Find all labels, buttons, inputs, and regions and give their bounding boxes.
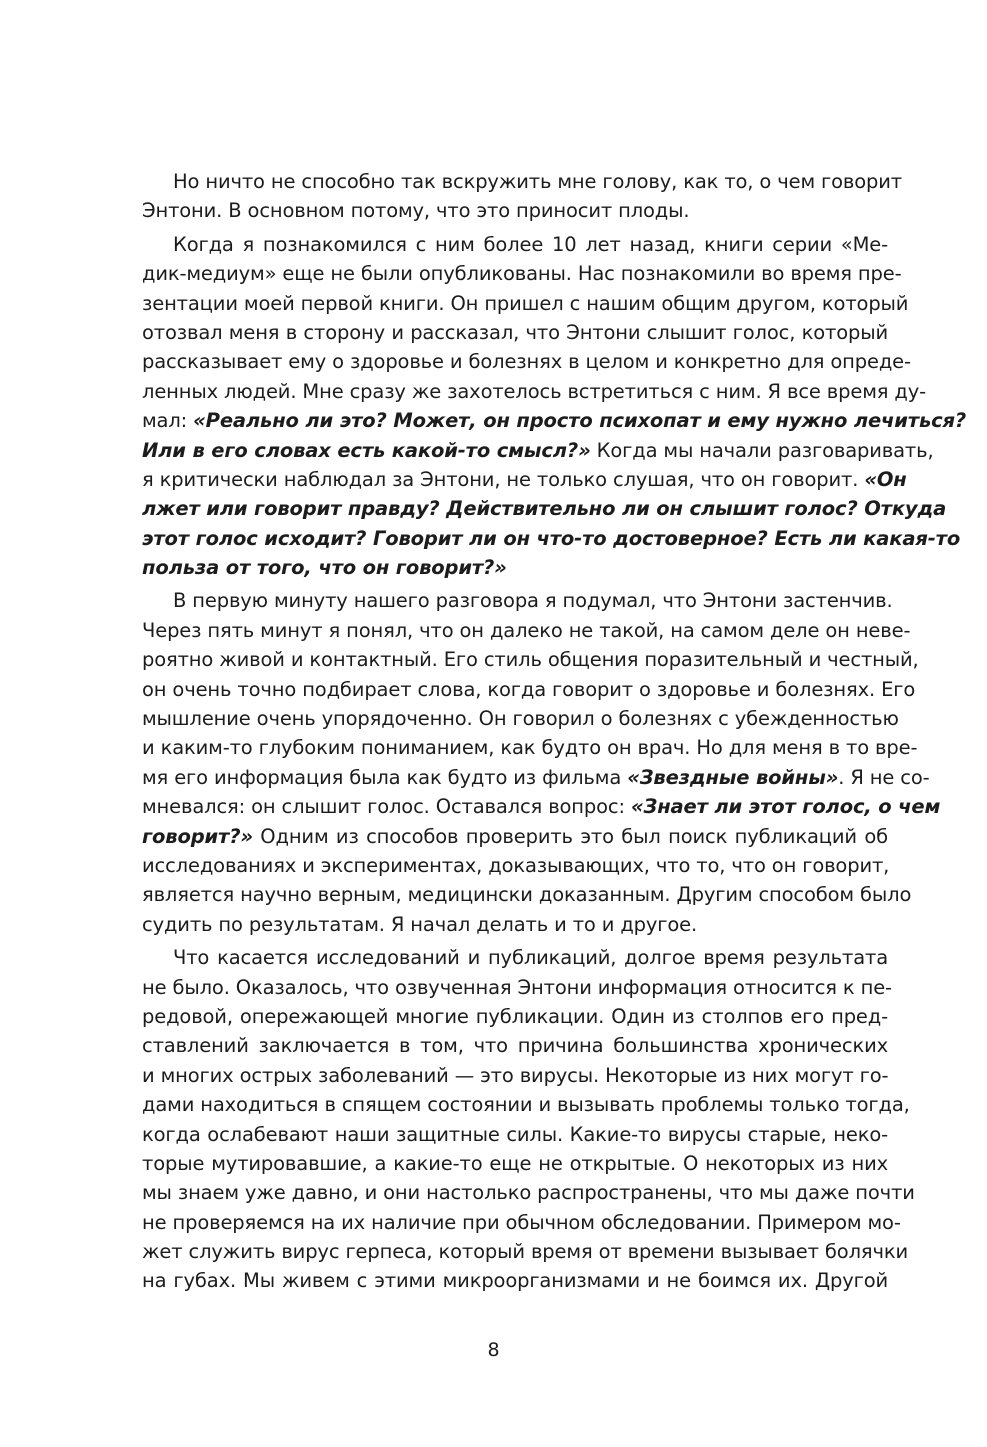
text-run: исследованиях и экспериментах, доказывающих, что то, что он говорит,	[142, 853, 890, 877]
text-line	[142, 524, 961, 553]
emphasis-text: Или в его словах есть какой-то смысл?»	[142, 438, 591, 462]
text-run: . Я не со-	[838, 765, 930, 789]
emphasis-text: лжет или говорит правду? Действительно ли он слышит голос? Откуда	[142, 497, 947, 521]
paragraph	[142, 167, 903, 226]
text-line	[142, 1208, 901, 1237]
text-line	[142, 792, 941, 821]
text-run: рассказывает ему о здоровье и болезнях в целом и конкретно для опреде-	[142, 350, 911, 374]
text-run: Но ничто не способно так вскружить мне голову, как то, о чем говорит	[173, 170, 903, 193]
text-line	[142, 1149, 888, 1178]
text-line	[142, 436, 934, 465]
text-line	[142, 406, 967, 435]
text-line	[142, 851, 888, 880]
text-line	[142, 1266, 888, 1295]
emphasis-text: «Он	[864, 467, 907, 491]
text-line	[142, 289, 909, 318]
paragraph	[142, 586, 941, 939]
emphasis-text: «Знает ли этот голос, о чем	[630, 795, 941, 819]
text-run: Когда мы начали разговаривать,	[590, 438, 934, 462]
text-run: он очень точно подбирает слова, когда говорит о здоровье и болезнях. Его	[142, 677, 916, 701]
text-line	[142, 586, 893, 615]
text-run: не проверяемся на их наличие при обычном обследовании. Примером мо-	[142, 1210, 901, 1234]
emphasis-text: этот голос исходит? Говорит ли он что-то достоверное? Есть ли какая-то	[142, 526, 961, 550]
emphasis-text: «Реально ли это? Может, он просто психопат и ему нужно лечиться?	[193, 409, 967, 433]
text-line	[142, 318, 888, 347]
text-line	[142, 704, 899, 733]
text-line	[142, 645, 919, 674]
text-run: редовой, опережающей многие публикации. Один из столпов его пред-	[142, 1004, 888, 1028]
text-line	[142, 230, 888, 259]
text-run: В первую минуту нашего разговора я подумал, что Энтони застенчив.	[173, 589, 893, 613]
emphasis-text: «Звездные войны»	[627, 765, 839, 789]
text-run: мал:	[142, 409, 194, 433]
text-run: когда ослабевают наши защитные силы. Какие-то вирусы старые, неко-	[142, 1122, 888, 1146]
text-line	[142, 347, 911, 376]
text-line	[142, 465, 907, 494]
page-number: 8	[487, 1339, 500, 1361]
text-line	[142, 553, 888, 582]
text-run: мя его информация была как будто из фильма	[142, 765, 628, 789]
text-run: мы знаем уже давно, и они настолько распространены, что мы даже почти	[142, 1181, 915, 1205]
text-run: Через пять минут я понял, что он далеко не такой, на самом деле он неве-	[142, 618, 911, 642]
text-line	[142, 1031, 888, 1060]
text-run: Энтони. В основном потому, что это приносит плоды.	[142, 199, 690, 223]
text-run: роятно живой и контактный. Его стиль общения поразительный и честный,	[142, 648, 919, 672]
text-run: отозвал меня в сторону и рассказал, что Энтони слышит голос, который	[142, 320, 888, 344]
text-line	[142, 1002, 888, 1031]
body-text	[142, 167, 967, 1296]
text-run: на губах. Мы живем с этими микроорганизмами и не боимся их. Другой	[142, 1269, 888, 1293]
text-line	[142, 1178, 915, 1207]
text-line	[142, 377, 927, 406]
text-run: и многих острых заболеваний — это вирусы. Некоторые из них могут го-	[142, 1063, 889, 1087]
text-line	[142, 763, 930, 792]
text-line	[142, 973, 892, 1002]
text-line	[142, 943, 888, 972]
paragraph	[142, 943, 915, 1296]
text-run: Что касается исследований и публикаций, долгое время результата	[173, 946, 888, 970]
text-line	[142, 1090, 910, 1119]
text-line	[142, 167, 903, 196]
text-line	[142, 1120, 888, 1149]
text-line	[142, 822, 888, 851]
text-run: ленных людей. Мне сразу же захотелось встретиться с ним. Я все время ду-	[142, 379, 927, 403]
text-run: жет служить вирус герпеса, который время от времени вызывает болячки	[142, 1240, 908, 1264]
text-run: и каким-то глубоким пониманием, как будто он врач. Но для меня в то вре-	[142, 736, 918, 760]
text-run: судить по результатам. Я начал делать и то и другое.	[142, 912, 698, 936]
text-line	[142, 616, 911, 645]
text-line	[142, 1237, 908, 1266]
text-run: не было. Оказалось, что озвученная Энтони информация относится к пе-	[142, 975, 892, 999]
text-run: является научно верным, медицински доказанным. Другим способом было	[142, 883, 912, 907]
text-run: я критически наблюдал за Энтони, не только слушая, что он говорит.	[142, 467, 865, 491]
text-line	[142, 910, 888, 939]
text-line	[142, 259, 902, 288]
paragraph	[142, 230, 967, 583]
emphasis-text: польза от того, что он говорит?»	[142, 556, 507, 580]
text-run: торые мутировавшие, а какие-то еще не открытые. О некоторых из них	[142, 1151, 888, 1175]
text-run: Когда я познакомился с ним более 10 лет назад, книги серии «Ме-	[173, 232, 888, 256]
text-run: ставлений заключается в том, что причина большинства хронических	[142, 1034, 888, 1058]
text-line	[142, 196, 888, 225]
text-run: мышление очень упорядоченно. Он говорил о болезнях с убежденностью	[142, 707, 899, 731]
text-run: мневался: он слышит голос. Оставался вопрос:	[142, 795, 631, 819]
text-line	[142, 880, 912, 909]
text-run: дик-медиум» еще не были опубликованы. Нас познакомили во время пре-	[142, 262, 902, 286]
text-line	[142, 494, 947, 523]
emphasis-text: говорит?»	[142, 824, 253, 848]
text-line	[142, 733, 918, 762]
text-run: Одним из способов проверить это был поиск публикаций об	[252, 824, 888, 848]
text-run: дами находиться в спящем состоянии и вызывать проблемы только тогда,	[142, 1093, 910, 1117]
text-run: зентации моей первой книги. Он пришел с нашим общим другом, который	[142, 291, 909, 315]
text-line	[142, 1061, 888, 1090]
text-line	[142, 675, 916, 704]
